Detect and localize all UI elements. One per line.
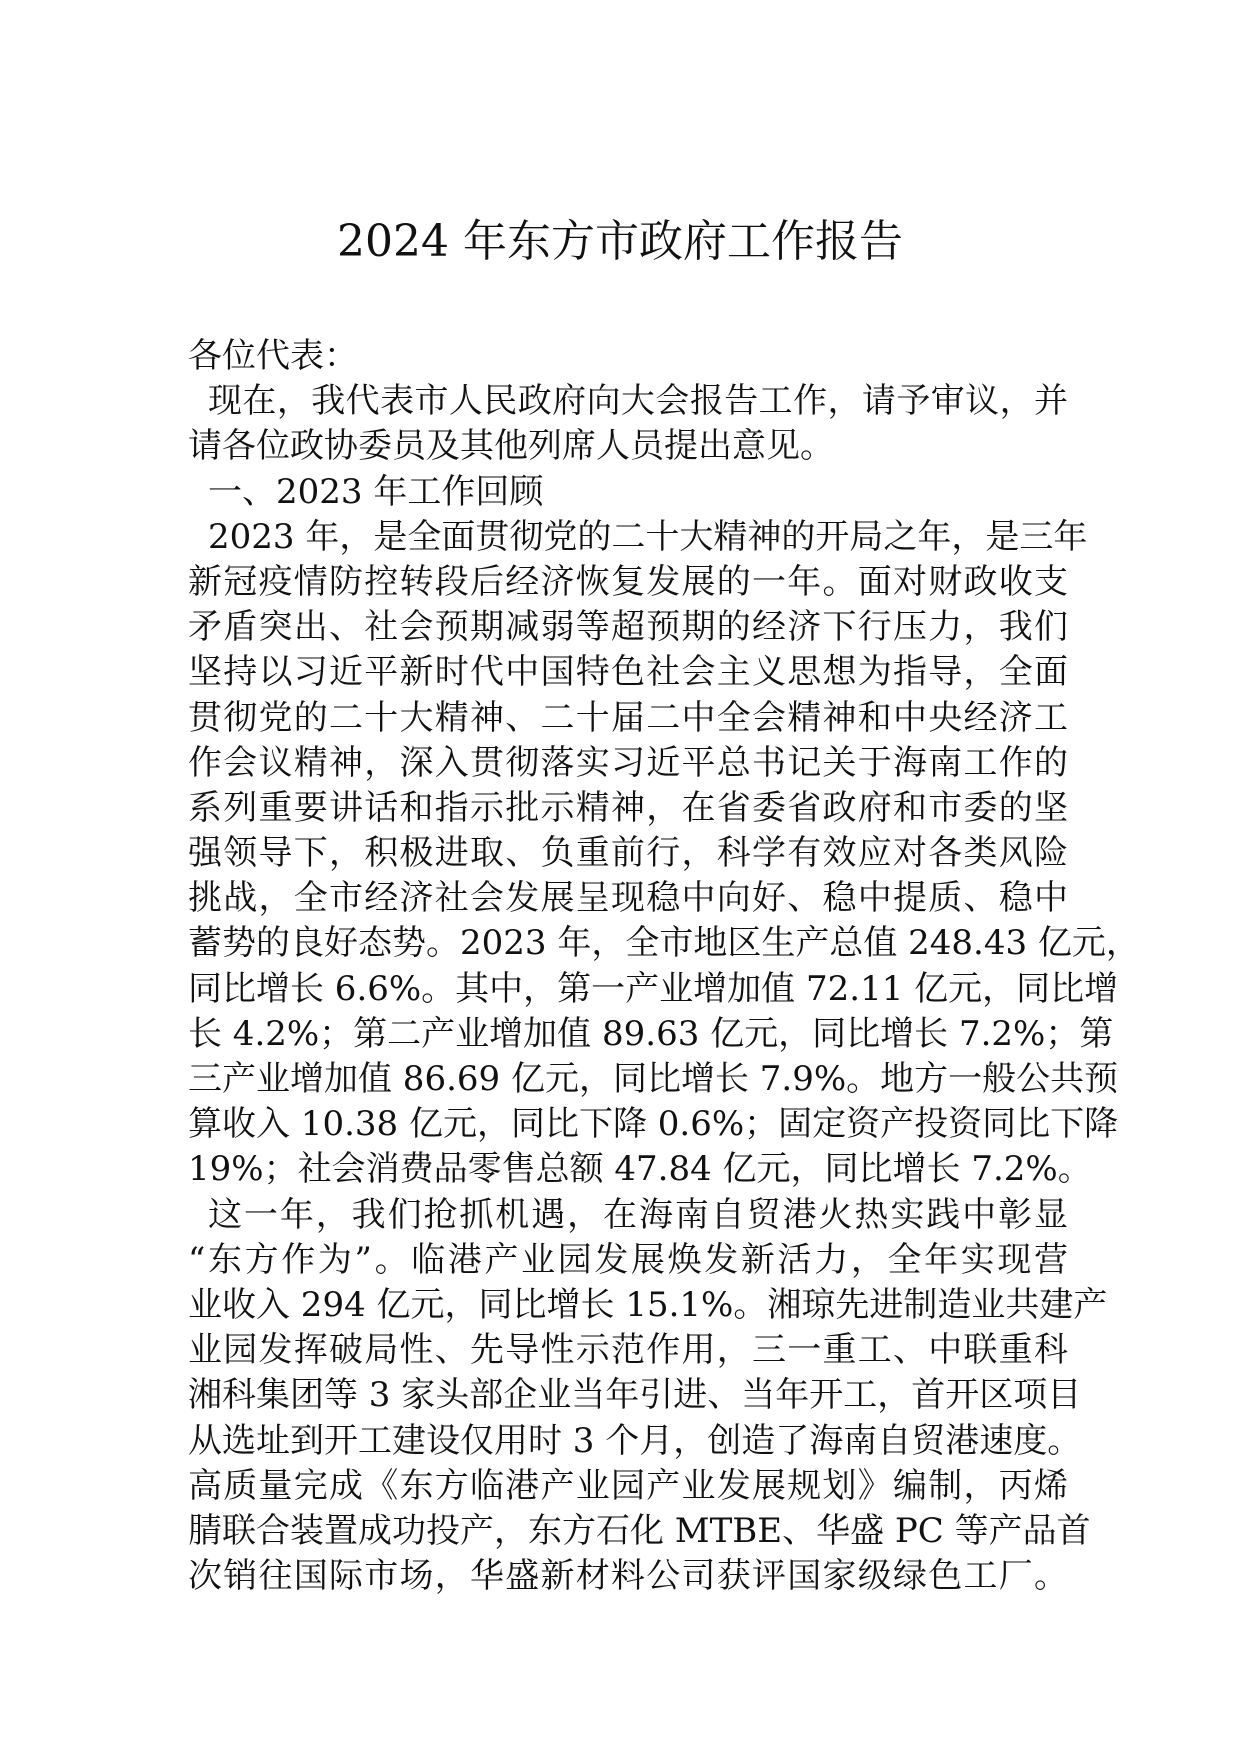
body-line: 算收入 10.38 亿元，同比下降 0.6%；固定资产投资同比下降 <box>188 1104 1119 1145</box>
body-line: 矛盾突出、社会预期减弱等超预期的经济下行压力，我们 <box>188 607 1068 648</box>
body-line: 次销往国际市场，华盛新材料公司获评国家级绿色工厂。 <box>188 1556 1068 1597</box>
body-line: 这一年，我们抢抓机遇，在海南自贸港火热实践中彰显 <box>208 1194 1068 1235</box>
body-line: 系列重要讲话和指示批示精神，在省委省政府和市委的坚 <box>188 787 1068 828</box>
body-line: 挑战，全市经济社会发展呈现稳中向好、稳中提质、稳中 <box>188 878 1068 919</box>
document-body <box>188 334 1140 1599</box>
body-line: 蓄势的良好态势。2023 年，全市地区生产总值 248.43 亿元， <box>188 923 1140 964</box>
body-line: 请各位政协委员及其他列席人员提出意见。 <box>188 426 834 467</box>
body-line: 一、2023 年工作回顾 <box>208 471 544 512</box>
body-line: 作会议精神，深入贯彻落实习近平总书记关于海南工作的 <box>188 742 1068 783</box>
body-line: 新冠疫情防控转段后经济恢复发展的一年。面对财政收支 <box>188 561 1068 602</box>
body-line: 从选址到开工建设仅用时 3 个月，创造了海南自贸港速度。 <box>188 1420 1082 1461</box>
body-line: 三产业增加值 86.69 亿元，同比增长 7.9%。地方一般公共预 <box>188 1059 1119 1099</box>
body-line: 2023 年，是全面贯彻党的二十大精神的开局之年，是三年 <box>208 516 1088 557</box>
body-line: 长 4.2%；第二产业增加值 89.63 亿元，同比增长 7.2%；第 <box>188 1013 1114 1054</box>
body-line: “东方作为”。临港产业园发展焕发新活力，全年实现营 <box>188 1239 1068 1280</box>
body-line: 湘科集团等 3 家头部企业当年引进、当年开工，首开区项目 <box>188 1375 1082 1416</box>
body-line: 业园发挥破局性、先导性示范作用，三一重工、中联重科 <box>188 1330 1068 1371</box>
body-line: 强领导下，积极进取、负重前行，科学有效应对各类风险 <box>188 833 1068 874</box>
body-line: 高质量完成《东方临港产业园产业发展规划》编制，丙烯 <box>188 1465 1068 1506</box>
body-line: 贯彻党的二十大精神、二十届二中全会精神和中央经济工 <box>188 697 1068 738</box>
body-line: 坚持以习近平新时代中国特色社会主义思想为指导，全面 <box>188 652 1068 693</box>
body-line: 同比增长 6.6%。其中，第一产业增加值 72.11 亿元，同比增 <box>188 968 1119 1009</box>
body-line: 现在，我代表市人民政府向大会报告工作，请予审议，并 <box>208 381 1068 422</box>
body-line: 19%；社会消费品零售总额 47.84 亿元，同比增长 7.2%。 <box>188 1149 1092 1190</box>
body-line: 业收入 294 亿元，同比增长 15.1%。湘琼先进制造业共建产 <box>188 1284 1108 1325</box>
body-line: 各位代表： <box>188 336 358 376</box>
body-line: 腈联合装置成功投产，东方石化 MTBE、华盛 PC 等产品首 <box>188 1510 1091 1551</box>
document-title: 2024 年东方市政府工作报告 <box>337 216 903 267</box>
